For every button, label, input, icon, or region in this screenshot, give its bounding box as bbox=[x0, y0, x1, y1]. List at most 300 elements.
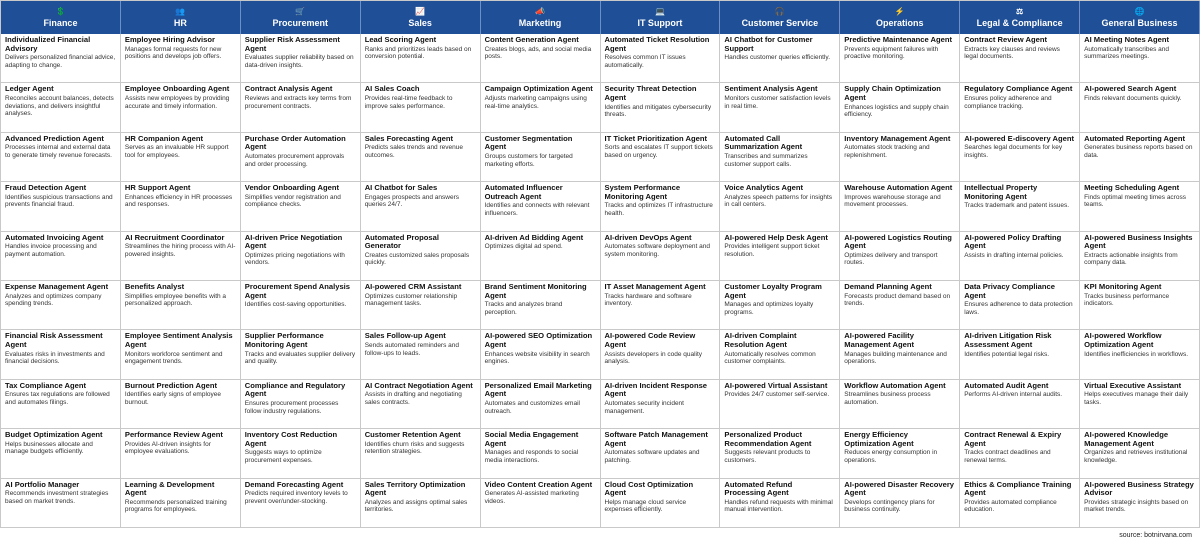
agent-title: AI Contract Negotiation Agent bbox=[364, 380, 473, 390]
agent-title: AI Recruitment Coordinator bbox=[124, 232, 225, 242]
column-title: Operations bbox=[875, 18, 924, 28]
agent-description: Identifies and mitigates cybersecurity threats. bbox=[604, 103, 712, 119]
agent-description: Provides automated compliance education. bbox=[964, 498, 1057, 514]
agent-cell bbox=[960, 330, 1080, 379]
category-icon: ⚡ bbox=[894, 7, 905, 16]
agent-description: Helps businesses allocate and manage budgets efficiently. bbox=[5, 440, 93, 456]
agent-title: Supply Chain Optimization Agent bbox=[844, 84, 941, 102]
agent-title: Financial Risk Assessment Agent bbox=[5, 331, 103, 349]
agent-description: Reconciles account balances, detects deviations, and delivers insightful analyses. bbox=[5, 94, 114, 118]
category-icon: 🌐 bbox=[1134, 7, 1145, 16]
agent-description: Optimizes pricing negotiations with vendors. bbox=[244, 251, 345, 267]
agent-description: Automatically transcribes and summarizes meetings. bbox=[1084, 45, 1169, 61]
agent-cell bbox=[720, 479, 840, 528]
agent-title: AI-powered Business Insights Agent bbox=[1084, 232, 1193, 251]
agent-title: Budget Optimization Agent bbox=[5, 430, 103, 440]
agent-description: Engages prospects and answers queries 24/7. bbox=[364, 193, 459, 209]
agent-description: Provides intelligent support ticket resolution. bbox=[724, 243, 820, 258]
agent-title: Vendor Onboarding Agent bbox=[244, 183, 340, 193]
agent-title: Tax Compliance Agent bbox=[5, 380, 87, 390]
agent-description: Creates customized sales proposals quickly. bbox=[364, 251, 470, 267]
agent-title: Automated Call Summarization Agent bbox=[724, 133, 803, 152]
agent-title: Ledger Agent bbox=[5, 84, 54, 94]
agent-cell bbox=[720, 232, 840, 281]
agent-description: Assists in drafting and negotiating sales contracts. bbox=[364, 391, 462, 406]
agent-description: Automates security incident management. bbox=[604, 399, 684, 415]
agent-cell bbox=[840, 380, 960, 429]
agent-title: Workflow Automation Agent bbox=[844, 380, 946, 390]
agent-cell bbox=[241, 479, 361, 528]
agent-description: Suggests ways to optimize procurement expenses. bbox=[244, 449, 322, 464]
agent-title: AI-driven Complaint Resolution Agent bbox=[724, 331, 797, 349]
agent-cell bbox=[241, 429, 361, 478]
agent-title: Brand Sentiment Monitoring Agent bbox=[484, 282, 587, 300]
agent-description: Forecasts product demand based on trends. bbox=[844, 292, 951, 308]
agent-cell bbox=[840, 232, 960, 281]
category-icon: 💲 bbox=[55, 7, 66, 16]
column-header bbox=[1, 1, 121, 34]
agent-description: Manages and optimizes loyalty programs. bbox=[724, 301, 814, 316]
category-icon: 📈 bbox=[415, 7, 426, 16]
agent-cell bbox=[960, 232, 1080, 281]
agent-cell bbox=[601, 34, 721, 83]
agent-title: Individualized Financial Advisory bbox=[5, 35, 91, 53]
agent-description: Automates software updates and patching. bbox=[604, 449, 700, 464]
agent-cell bbox=[481, 83, 601, 132]
agent-cell bbox=[601, 83, 721, 132]
agent-description: Automatically resolves common customer complaints. bbox=[724, 350, 816, 366]
column-header bbox=[241, 1, 361, 34]
agent-description: Ensures adherence to data protection laws. bbox=[964, 301, 1073, 316]
agent-cell bbox=[1080, 281, 1200, 330]
agent-cell bbox=[960, 429, 1080, 478]
agent-title: AI-powered Business Strategy Advisor bbox=[1084, 479, 1194, 498]
agent-cell bbox=[960, 34, 1080, 83]
agent-description: Identifies and connects with relevant influencers. bbox=[484, 202, 590, 217]
agent-title: Cloud Cost Optimization Agent bbox=[604, 479, 694, 498]
agent-title: Benefits Analyst bbox=[124, 282, 185, 291]
agent-cell bbox=[361, 182, 481, 231]
agent-title: Contract Renewal & Expiry Agent bbox=[964, 430, 1062, 448]
agent-cell bbox=[121, 330, 241, 379]
agent-title: Energy Efficiency Optimization Agent bbox=[844, 430, 914, 448]
agent-title: Customer Loyalty Program Agent bbox=[724, 282, 822, 300]
agent-cell bbox=[960, 182, 1080, 231]
agent-cell bbox=[1080, 34, 1200, 83]
agent-description: Reviews and extracts key terms from procurement contracts. bbox=[244, 94, 352, 110]
agent-cell bbox=[960, 83, 1080, 132]
agent-cell bbox=[121, 133, 241, 182]
agent-cell bbox=[361, 232, 481, 281]
agent-description: Enhances efficiency in HR processes and responses. bbox=[124, 193, 233, 209]
agent-title: Compliance and Regulatory Agent bbox=[244, 380, 346, 399]
agent-cell bbox=[720, 133, 840, 182]
agent-description: Tracks and optimizes IT infrastructure health. bbox=[604, 202, 713, 217]
agent-title: Employee Hiring Advisor bbox=[124, 35, 215, 44]
agent-description: Identifies cost-saving opportunities. bbox=[244, 301, 347, 309]
agent-cell bbox=[121, 83, 241, 132]
agent-title: AI-powered Workflow Optimization Agent bbox=[1084, 331, 1162, 349]
agent-description: Analyzes and optimizes company spending trends. bbox=[5, 292, 102, 308]
category-icon: 📣 bbox=[535, 7, 546, 16]
agent-description: Analyzes and assigns optimal sales territories. bbox=[364, 498, 468, 514]
agent-title: Expense Management Agent bbox=[5, 282, 109, 291]
agent-cell bbox=[840, 330, 960, 379]
agent-description: Optimizes delivery and transport routes. bbox=[844, 251, 938, 267]
agent-title: HR Support Agent bbox=[124, 183, 191, 193]
agent-cell bbox=[1080, 133, 1200, 182]
agent-description: Manages building maintenance and operations. bbox=[844, 350, 947, 366]
column-title: IT Support bbox=[637, 18, 683, 28]
agent-cell bbox=[361, 429, 481, 478]
agent-description: Enhances website visibility in search engines. bbox=[484, 350, 590, 366]
agent-description: Serves as an invaluable HR support tool for employees. bbox=[124, 144, 229, 159]
agent-cell bbox=[601, 182, 721, 231]
agent-title: Content Generation Agent bbox=[484, 35, 579, 44]
agent-title: Contract Analysis Agent bbox=[244, 84, 333, 94]
agent-description: Evaluates risks in investments and financial decisions. bbox=[5, 350, 105, 366]
agent-title: Data Privacy Compliance Agent bbox=[964, 282, 1055, 300]
agent-description: Creates blogs, ads, and social media posts. bbox=[484, 45, 592, 61]
column-header bbox=[960, 1, 1080, 34]
agent-description: Ensures procurement processes follow industry regulations. bbox=[244, 399, 339, 415]
agent-title: AI-powered Help Desk Agent bbox=[724, 232, 828, 242]
agent-cell bbox=[481, 479, 601, 528]
agent-cell bbox=[241, 330, 361, 379]
agent-cell bbox=[601, 281, 721, 330]
agent-cell bbox=[121, 479, 241, 528]
column-title: General Business bbox=[1101, 18, 1178, 28]
agent-description: Extracts key clauses and reviews legal documents. bbox=[964, 45, 1060, 61]
agent-description: Tracks and evaluates supplier delivery and quality. bbox=[244, 350, 356, 366]
agent-description: Tracks trademark and patent issues. bbox=[964, 202, 1070, 210]
agent-cell bbox=[601, 133, 721, 182]
agent-description: Identifies inefficiencies in workflows. bbox=[1084, 350, 1189, 358]
agent-cell bbox=[840, 479, 960, 528]
agent-title: Security Threat Detection Agent bbox=[604, 84, 697, 102]
agent-title: AI-powered Code Review Agent bbox=[604, 331, 696, 349]
agent-cell bbox=[481, 232, 601, 281]
agent-title: AI-powered SEO Optimization Agent bbox=[484, 331, 593, 349]
agent-cell bbox=[481, 380, 601, 429]
agent-cell bbox=[1, 133, 121, 182]
agent-description: Monitors customer satisfaction levels in real time. bbox=[724, 94, 831, 110]
agent-title: Demand Forecasting Agent bbox=[244, 479, 344, 489]
agent-description: Extracts actionable insights from company data. bbox=[1084, 251, 1178, 267]
agent-cell bbox=[601, 479, 721, 528]
agent-cell bbox=[361, 83, 481, 132]
agent-title: IT Ticket Prioritization Agent bbox=[604, 133, 708, 143]
agent-description: Streamlines the hiring process with AI-powered insights. bbox=[124, 243, 236, 258]
agent-title: HR Companion Agent bbox=[124, 133, 204, 143]
agent-title: Automated Proposal Generator bbox=[364, 232, 439, 251]
agent-description: Tracks hardware and software inventory. bbox=[604, 292, 692, 308]
column-title: Marketing bbox=[518, 18, 562, 28]
category-icon: 👥 bbox=[175, 7, 186, 16]
agent-title: Customer Retention Agent bbox=[364, 430, 461, 440]
agent-cell bbox=[601, 429, 721, 478]
agent-title: Demand Planning Agent bbox=[844, 282, 932, 291]
agent-title: Predictive Maintenance Agent bbox=[844, 35, 953, 44]
agent-description: Provides 24/7 customer self-service. bbox=[724, 391, 830, 399]
agent-description: Identifies suspicious transactions and prevents financial fraud. bbox=[5, 193, 113, 209]
agent-title: Purchase Order Automation Agent bbox=[244, 133, 346, 152]
agent-description: Finds optimal meeting times across teams. bbox=[1084, 193, 1186, 209]
agent-description: Automates procurement approvals and order processing. bbox=[244, 152, 345, 168]
agent-description: Groups customers for targeted marketing efforts. bbox=[484, 152, 573, 168]
agent-cell bbox=[1, 281, 121, 330]
agent-description: Suggests relevant products to customers. bbox=[724, 449, 811, 464]
agent-description: Resolves common IT issues automatically. bbox=[604, 54, 686, 69]
agent-cell bbox=[1, 330, 121, 379]
agent-cell bbox=[840, 83, 960, 132]
agent-title: Supplier Risk Assessment Agent bbox=[244, 35, 340, 53]
column-header bbox=[601, 1, 721, 34]
agent-cell bbox=[1080, 232, 1200, 281]
agent-cell bbox=[241, 232, 361, 281]
agent-cell bbox=[481, 330, 601, 379]
agent-title: Campaign Optimization Agent bbox=[484, 84, 593, 94]
agent-description: Develops contingency plans for business continuity. bbox=[844, 498, 935, 514]
agent-cell bbox=[1080, 380, 1200, 429]
agent-cell bbox=[960, 380, 1080, 429]
agent-cell bbox=[840, 34, 960, 83]
agent-cell bbox=[960, 133, 1080, 182]
agent-cell bbox=[1, 83, 121, 132]
agent-description: Predicts sales trends and revenue outcomes. bbox=[364, 144, 463, 159]
agent-title: Automated Audit Agent bbox=[964, 380, 1049, 390]
agent-title: Supplier Performance Monitoring Agent bbox=[244, 331, 324, 349]
agent-description: Identifies churn risks and suggests retention strategies. bbox=[364, 440, 465, 456]
agent-title: AI Portfolio Manager bbox=[5, 479, 80, 489]
agent-cell bbox=[241, 281, 361, 330]
agent-description: Manages and responds to social media interactions. bbox=[484, 449, 579, 464]
agent-description: Sends automated reminders and follow-ups to leads. bbox=[364, 341, 459, 357]
agent-title: Advanced Prediction Agent bbox=[5, 133, 104, 143]
agent-title: AI-powered CRM Assistant bbox=[364, 282, 462, 291]
agent-cell bbox=[1, 380, 121, 429]
agent-description: Ensures policy adherence and compliance tracking. bbox=[964, 94, 1052, 110]
agent-description: Tracks and analyzes brand perception. bbox=[484, 301, 563, 316]
agent-title: AI-powered Logistics Routing Agent bbox=[844, 232, 952, 251]
column-title: Finance bbox=[43, 18, 78, 28]
agent-title: Sales Forecasting Agent bbox=[364, 133, 454, 143]
agent-description: Automates software deployment and system monitoring. bbox=[604, 243, 711, 258]
agent-title: Personalized Email Marketing Agent bbox=[484, 380, 592, 399]
agent-description: Performs AI-driven internal audits. bbox=[964, 391, 1063, 399]
agent-title: AI Meeting Notes Agent bbox=[1084, 35, 1170, 44]
agent-cell bbox=[1, 429, 121, 478]
agent-description: Prevents equipment failures with proactive monitoring. bbox=[844, 45, 939, 61]
agent-cell bbox=[481, 133, 601, 182]
agent-title: Burnout Prediction Agent bbox=[124, 380, 217, 390]
agent-description: Streamlines business process automation. bbox=[844, 391, 931, 406]
column-title: Legal & Compliance bbox=[976, 18, 1063, 28]
agent-title: Regulatory Compliance Agent bbox=[964, 84, 1073, 94]
column-header bbox=[481, 1, 601, 34]
column-title: Customer Service bbox=[741, 18, 819, 28]
agent-description: Provides real-time feedback to improve sales performance. bbox=[364, 94, 453, 110]
agent-description: Identifies early signs of employee burnout. bbox=[124, 391, 221, 406]
agent-cell bbox=[361, 330, 481, 379]
agent-title: AI-powered Search Agent bbox=[1084, 84, 1177, 94]
agent-description: Tracks contract deadlines and renewal terms. bbox=[964, 449, 1051, 464]
agent-cell bbox=[481, 281, 601, 330]
agent-title: Inventory Management Agent bbox=[844, 133, 951, 143]
agent-description: Sorts and escalates IT support tickets based on urgency. bbox=[604, 144, 713, 159]
agent-description: Monitors workforce sentiment and engagement trends. bbox=[124, 350, 223, 366]
agent-cell bbox=[121, 429, 241, 478]
agent-description: Handles invoice processing and payment automation. bbox=[5, 243, 97, 258]
agent-description: Identifies potential legal risks. bbox=[964, 350, 1050, 358]
agent-title: AI-driven Ad Bidding Agent bbox=[484, 232, 584, 242]
agent-description: Predicts required inventory levels to prevent over/under-stocking. bbox=[244, 490, 348, 505]
agent-cell bbox=[720, 380, 840, 429]
agent-title: Meeting Scheduling Agent bbox=[1084, 183, 1180, 193]
agent-title: Automated Influencer Outreach Agent bbox=[484, 183, 563, 201]
agent-cell bbox=[121, 380, 241, 429]
agent-cell bbox=[121, 281, 241, 330]
column-header bbox=[840, 1, 960, 34]
agent-title: Employee Sentiment Analysis Agent bbox=[124, 331, 233, 349]
agent-title: Automated Refund Processing Agent bbox=[724, 479, 793, 498]
agent-description: Improves warehouse storage and movement processes. bbox=[844, 193, 941, 209]
agent-description: Generates AI-assisted marketing videos. bbox=[484, 490, 579, 505]
agent-title: Automated Ticket Resolution Agent bbox=[604, 35, 710, 53]
agent-cell bbox=[720, 330, 840, 379]
agent-title: Personalized Product Recommendation Agent bbox=[724, 430, 812, 448]
agent-title: AI Chatbot for Sales bbox=[364, 183, 438, 193]
agent-description: Adjusts marketing campaigns using real-time analytics. bbox=[484, 94, 587, 110]
agent-title: System Performance Monitoring Agent bbox=[604, 183, 681, 201]
agent-cell bbox=[720, 34, 840, 83]
agent-description: Ensures tax regulations are followed and automates filings. bbox=[5, 391, 110, 406]
agent-title: AI-driven Incident Response Agent bbox=[604, 380, 708, 399]
agent-description: Assists new employees by providing accurate and timely information. bbox=[124, 94, 230, 110]
agent-cell bbox=[361, 281, 481, 330]
agent-title: AI-powered Virtual Assistant bbox=[724, 380, 828, 390]
agent-cell bbox=[960, 281, 1080, 330]
agent-cell bbox=[1, 232, 121, 281]
agent-title: AI-powered Knowledge Management Agent bbox=[1084, 430, 1169, 448]
agent-title: AI Sales Coach bbox=[364, 84, 420, 94]
column-header bbox=[361, 1, 481, 34]
agent-cell bbox=[361, 479, 481, 528]
agent-title: KPI Monitoring Agent bbox=[1084, 282, 1162, 291]
agent-description: Recommends personalized training programs for employees. bbox=[124, 498, 227, 514]
agent-description: Analyzes speech patterns for insights in call centers. bbox=[724, 193, 833, 209]
agent-cell bbox=[121, 182, 241, 231]
agent-title: Video Content Creation Agent bbox=[484, 479, 593, 489]
agent-title: Sales Follow-up Agent bbox=[364, 331, 446, 341]
agent-title: Automated Reporting Agent bbox=[1084, 133, 1186, 143]
agent-cell bbox=[361, 34, 481, 83]
agent-description: Simplifies employee benefits with a personalized approach. bbox=[124, 292, 227, 308]
category-icon: 🛒 bbox=[295, 7, 306, 16]
agent-cell bbox=[601, 232, 721, 281]
agent-description: Assists developers in code quality analysis. bbox=[604, 350, 703, 366]
agent-description: Optimizes digital ad spend. bbox=[484, 243, 563, 251]
agent-description: Finds relevant documents quickly. bbox=[1084, 94, 1182, 102]
agent-cell bbox=[241, 133, 361, 182]
agent-description: Optimizes customer relationship management tasks. bbox=[364, 292, 458, 308]
agent-title: Sales Territory Optimization Agent bbox=[364, 479, 466, 498]
agent-title: Virtual Executive Assistant bbox=[1084, 380, 1182, 390]
agent-cell bbox=[720, 281, 840, 330]
agent-cell bbox=[601, 330, 721, 379]
agent-cell bbox=[241, 83, 361, 132]
column-header bbox=[720, 1, 840, 34]
agent-description: Automates and customizes email outreach. bbox=[484, 399, 580, 415]
agent-title: Customer Segmentation Agent bbox=[484, 133, 573, 152]
agent-description: Searches legal documents for key insights. bbox=[964, 144, 1063, 159]
agent-title: Intellectual Property Monitoring Agent bbox=[964, 183, 1038, 201]
agent-description: Delivers personalized financial advice, adapting to change. bbox=[5, 54, 116, 69]
category-icon: 💻 bbox=[654, 7, 665, 16]
agent-cell bbox=[1080, 479, 1200, 528]
agent-description: Manages formal requests for new positions and develops job offers. bbox=[124, 45, 222, 61]
column-title: Procurement bbox=[272, 18, 328, 28]
agent-title: AI-powered Facility Management Agent bbox=[844, 331, 915, 349]
column-title: HR bbox=[173, 18, 187, 28]
agent-description: Provides AI-driven insights for employee evaluations. bbox=[124, 440, 211, 456]
agent-description: Evaluates supplier reliability based on data-driven insights. bbox=[244, 54, 354, 69]
category-icon: 🎧 bbox=[774, 7, 785, 16]
agent-title: AI-driven DevOps Agent bbox=[604, 232, 692, 242]
agent-title: Lead Scoring Agent bbox=[364, 35, 437, 44]
agent-description: Enhances logistics and supply chain efficiency. bbox=[844, 103, 949, 119]
agent-description: Handles refund requests with minimal manual intervention. bbox=[724, 498, 833, 514]
agent-title: Social Media Engagement Agent bbox=[484, 430, 579, 448]
agent-cell bbox=[1, 479, 121, 528]
agent-title: Performance Review Agent bbox=[124, 430, 223, 440]
agent-cell bbox=[720, 429, 840, 478]
agent-cell bbox=[840, 429, 960, 478]
agent-title: Learning & Development Agent bbox=[124, 479, 215, 498]
agent-cell bbox=[601, 380, 721, 429]
agent-title: Software Patch Management Agent bbox=[604, 430, 708, 448]
agent-cell bbox=[1, 34, 121, 83]
agent-description: Ranks and prioritizes leads based on conversion potential. bbox=[364, 45, 472, 61]
agent-cell bbox=[241, 182, 361, 231]
column-title: Sales bbox=[408, 18, 432, 28]
agent-cell bbox=[361, 133, 481, 182]
column-header bbox=[121, 1, 241, 34]
agent-description: Automates stock tracking and replenishment. bbox=[844, 144, 930, 159]
agent-description: Assists in drafting internal policies. bbox=[964, 251, 1064, 259]
agent-cell bbox=[720, 182, 840, 231]
agent-description: Provides strategic insights based on market trends. bbox=[1084, 498, 1189, 514]
agent-title: AI Chatbot for Customer Support bbox=[724, 35, 813, 53]
agent-title: Automated Invoicing Agent bbox=[5, 232, 104, 242]
agent-title: Inventory Cost Reduction Agent bbox=[244, 430, 338, 448]
category-icon: ⚖ bbox=[1016, 7, 1024, 16]
agent-description: Tracks business performance indicators. bbox=[1084, 292, 1170, 308]
agent-cell bbox=[241, 380, 361, 429]
agent-cell bbox=[361, 380, 481, 429]
column-header bbox=[1080, 1, 1200, 34]
agent-cell bbox=[121, 232, 241, 281]
agent-cell bbox=[1080, 182, 1200, 231]
agent-title: Sentiment Analysis Agent bbox=[724, 84, 818, 94]
agent-cell bbox=[960, 479, 1080, 528]
agent-description: Transcribes and summarizes customer support calls. bbox=[724, 152, 808, 168]
agent-description: Helps executives manage their daily tasks. bbox=[1084, 391, 1189, 406]
agent-title: AI-powered Disaster Recovery Agent bbox=[844, 479, 955, 498]
agent-cell bbox=[1080, 83, 1200, 132]
agent-title: Fraud Detection Agent bbox=[5, 183, 87, 193]
agent-cell bbox=[121, 34, 241, 83]
